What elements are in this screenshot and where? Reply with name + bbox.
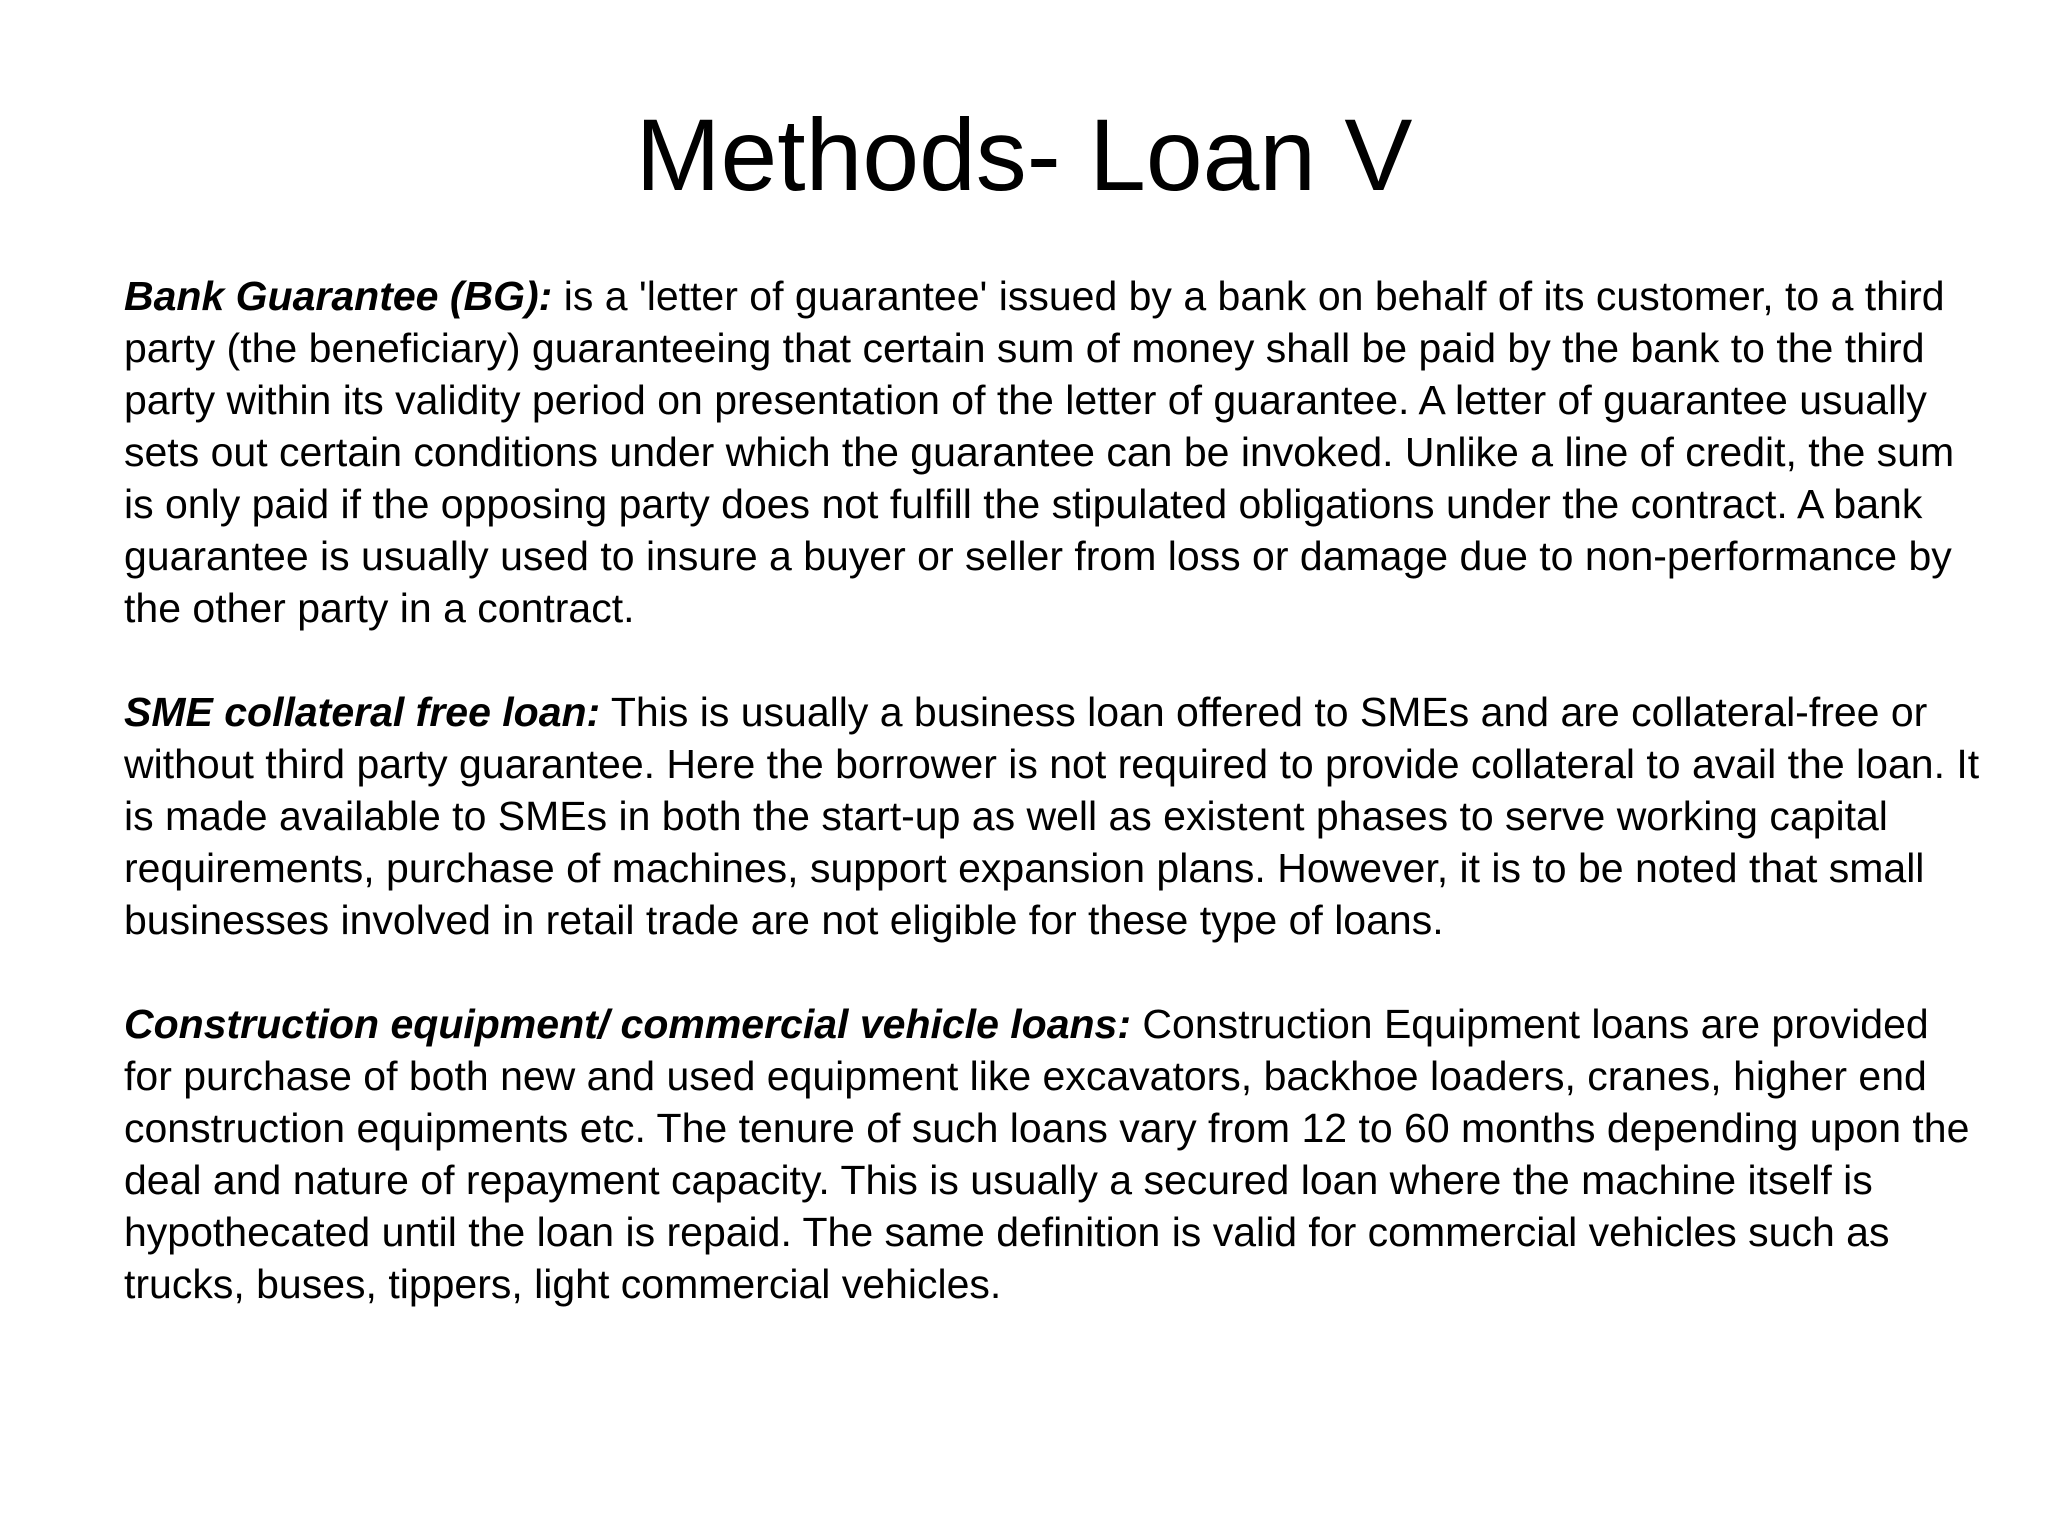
section-term: Bank Guarantee (BG):: [124, 273, 553, 319]
section-sme-collateral-free-loan: [124, 686, 1984, 946]
section-text: This is usually a business loan offered to SMEs and are collateral-free or without third party guarantee. Here the borrower is not required to provide collateral to avail the loan. It is made available to SMEs in both the start-up as well as existent phases to serve working capital requirements, purchase of machines, support expansion plans. However, it is to be noted that small businesses involved in retail trade are not eligible for these type of loans.: [124, 689, 1980, 943]
slide-body: [124, 270, 1984, 1362]
section-text: Construction Equipment loans are provided for purchase of both new and used equipment like excavators, backhoe loaders, cranes, higher end construction equipments etc. The tenure of such loans vary from 12 to 60 months depending upon the deal and nature of repayment capacity. This is usually a secured loan where the machine itself is hypothecated until the loan is repaid. The same definition is valid for commercial vehicles such as trucks, buses, tippers, light commercial vehicles.: [124, 1001, 1970, 1307]
section-text: is a 'letter of guarantee' issued by a bank on behalf of its customer, to a third party (the beneficiary) guaranteeing that certain sum of money shall be paid by the bank to the third party within its validity period on presentation of the letter of guarantee. A letter of guarantee usually sets out certain conditions under which the guarantee can be invoked. Unlike a line of credit, the sum is only paid if the opposing party does not fulfill the stipulated obligations under the contract. A bank guarantee is usually used to insure a buyer or seller from loss or damage due to non-performance by the other party in a contract.: [124, 273, 1955, 631]
section-construction-equipment-loans: [124, 998, 1984, 1310]
section-term: Construction equipment/ commercial vehicle loans:: [124, 1001, 1132, 1047]
section-term: SME collateral free loan:: [124, 689, 601, 735]
section-bank-guarantee: [124, 270, 1984, 634]
slide-title: Methods- Loan V: [635, 98, 1413, 212]
